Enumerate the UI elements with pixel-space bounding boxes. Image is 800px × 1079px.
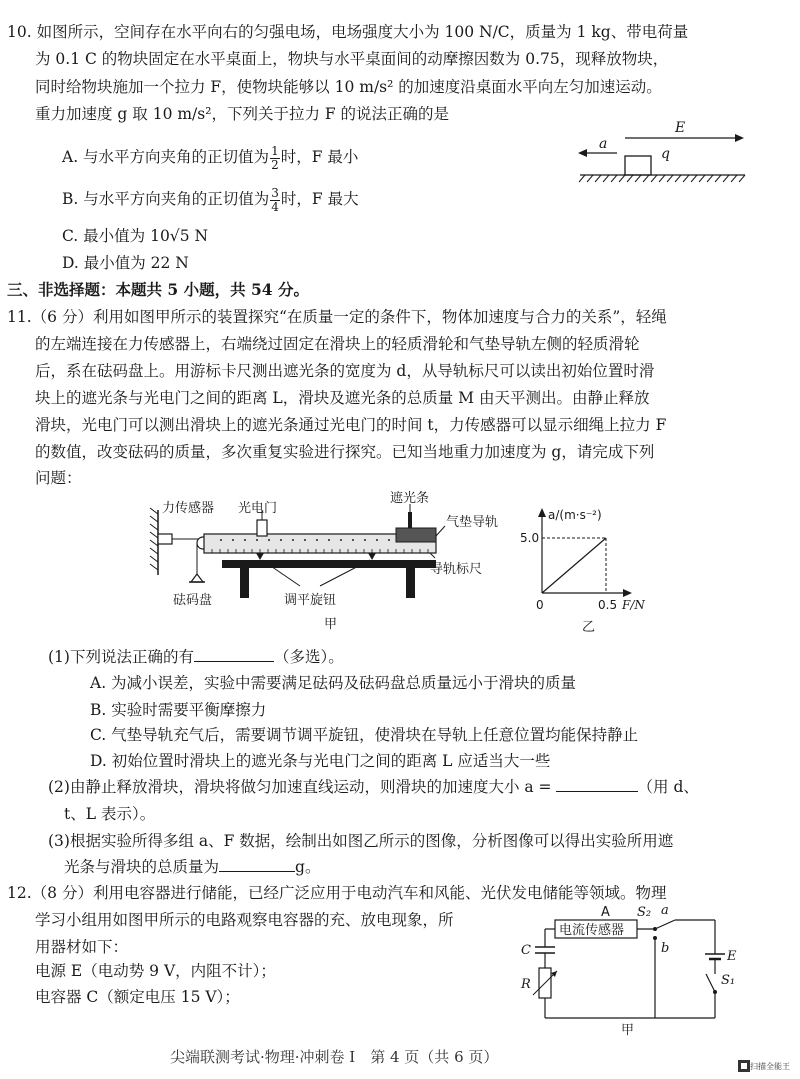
capacitor-label-c: C [521, 943, 531, 958]
resistor-label-r: R [521, 977, 531, 992]
wall-hatching [150, 508, 158, 570]
q10-option-b-suffix: 时，F 最大 [280, 190, 359, 208]
graph-y-arrow [538, 508, 546, 517]
q11-stem-2: 的左端连接在力传感器上，右端绕过固定在滑块上的轻质滑轮和气垫导轨左侧的轻质滑轮 [35, 335, 640, 353]
right-leveling-knob [368, 553, 376, 560]
q10-stem-4: 重力加速度 g 取 10 m/s²，下列关于拉力 F 的说法正确的是 [35, 105, 450, 123]
q10-option-b-prefix: B. 与水平方向夹角的正切值为 [62, 190, 270, 208]
caption-yi: 乙 [582, 620, 596, 635]
track-leader [436, 526, 445, 536]
q10-option-a [62, 140, 358, 174]
charge-label-q: q [661, 146, 670, 162]
q11-stem-5: 滑块，光电门可以测出滑块上的遮光条通过光电门的时间 t，力传感器可以显示细绳上拉力 F [35, 416, 667, 434]
q12-stem-4: 电源 E（电动势 9 V，内阻不计）； [35, 962, 276, 980]
q10-option-d: D. 最小值为 22 N [62, 254, 189, 272]
ground-hatching [579, 175, 745, 182]
q11-stem-7: 问题： [35, 469, 82, 487]
graph-x-label: F/N [622, 598, 645, 612]
graph-x-tick-05: 0.5 [598, 598, 618, 612]
q11-stem-4: 块上的遮光条与光电门之间的距离 L，滑块及遮光条的总质量 M 由天平测出。由静止释放 [35, 389, 650, 407]
q11-stem-1: 11.（6 分）利用如图甲所示的装置探究“在质量一定的条件下，物体加速度与合力的关系”，轻绳 [7, 308, 667, 326]
photogate [257, 520, 267, 536]
label-track-scale: 导轨标尺 [430, 562, 483, 577]
switch-s1-blade [706, 974, 715, 992]
q10-option-a-fraction [270, 145, 280, 172]
q12-stem-5: 电容器 C（额定电压 15 V）； [35, 988, 240, 1006]
current-sensor-label: 电流传感器 [559, 923, 625, 938]
q11-apparatus-figure [140, 490, 500, 635]
q11-part2-text: (2)由静止释放滑块，滑块将做匀加速直线运动，则滑块的加速度大小 a = [48, 778, 552, 796]
q11-part3-line1: (3)根据实验所得多组 a、F 数据，绘制出如图乙所示的图像，分析图像可以得出实验所用遮 [48, 832, 674, 850]
q10-option-a-numerator: 1 [271, 143, 279, 158]
circuit-caption: 甲 [621, 1023, 635, 1037]
q11-part1-answer-blank[interactable] [194, 647, 274, 662]
label-photogate: 光电门 [238, 501, 278, 516]
q10-option-a-prefix: A. 与水平方向夹角的正切值为 [62, 148, 270, 166]
field-arrow-head [735, 134, 744, 142]
q11-part2-line2: t、L 表示）。 [64, 805, 156, 823]
slider-block [396, 528, 436, 542]
section-3-heading: 三、非选择题：本题共 5 小题，共 54 分。 [7, 280, 309, 299]
label-air-track: 气垫导轨 [446, 515, 499, 530]
q10-option-c: C. 最小值为 10√5 N [62, 227, 209, 245]
q10-figure [575, 120, 755, 185]
q10-option-a-suffix: 时，F 最小 [280, 148, 359, 166]
block-box [625, 156, 651, 175]
q12-stem-3: 用器材如下： [35, 938, 129, 956]
contact-b-label: b [661, 941, 670, 956]
q12-circuit-figure [515, 902, 745, 1037]
q11-part1-suffix: （多选）。 [273, 648, 344, 666]
switch-s1-label: S₁ [721, 973, 736, 988]
scanner-brand: 扫描全能王 [750, 1062, 790, 1071]
q11-part2-answer-blank[interactable] [556, 777, 638, 792]
scale-leader [430, 553, 435, 558]
q11-graph-figure [520, 505, 680, 635]
q10-stem-3: 同时给物块施加一个拉力 F，使物块能够以 10 m/s² 的加速度沿桌面水平向左匀加速运动。 [35, 78, 662, 96]
table-right-leg [406, 568, 415, 598]
graph-data-line [542, 538, 606, 593]
force-sensor-box [158, 534, 172, 544]
page-footer: 尖端联测考试·物理·冲刺卷 I 第 4 页（共 6 页） [170, 1048, 499, 1066]
q11-part1-option-c: C. 气垫导轨充气后，需要调节调平旋钮，使滑块在导轨上任意位置均能保持静止 [90, 726, 639, 744]
caption-jia: 甲 [324, 617, 338, 632]
contact-b-dot [653, 936, 657, 940]
left-leveling-knob [256, 553, 264, 560]
q10-option-b-denominator: 4 [271, 199, 279, 214]
q11-part3-line2 [64, 857, 320, 877]
q11-part1-option-a: A. 为减小误差，实验中需要满足砝码及砝码盘总质量远小于滑块的质量 [90, 674, 577, 692]
accel-arrow-head [578, 149, 587, 157]
q10-option-b-numerator: 3 [271, 185, 279, 200]
table-top [222, 560, 436, 568]
q11-part1 [48, 647, 344, 667]
q10-option-a-denominator: 2 [271, 157, 279, 172]
switch-s2-blade [655, 920, 675, 929]
battery-label-e: E [727, 949, 737, 964]
accel-label-a: a [599, 136, 608, 152]
q10-option-b-fraction [270, 187, 280, 214]
label-force-sensor: 力传感器 [162, 501, 215, 516]
q11-part2-line1 [48, 777, 699, 797]
contact-a-label: a [661, 903, 669, 918]
graph-y-tick-5: 5.0 [520, 531, 540, 545]
q11-part1-prefix: (1)下列说法正确的有 [48, 648, 194, 666]
node-label-a-upper: A [601, 905, 610, 920]
graph-origin: 0 [536, 598, 544, 612]
q11-stem-3: 后，系在砝码盘上。用游标卡尺测出遮光条的宽度为 d，从导轨标尺可以读出初始位置时滑 [35, 362, 655, 380]
graph-x-arrow [623, 589, 632, 597]
label-leveling-knob: 调平旋钮 [284, 593, 337, 608]
q12-stem-2: 学习小组用如图甲所示的电路观察电容器的充、放电现象，所 [35, 911, 454, 929]
switch-s2-label: S₂ [637, 905, 652, 920]
q11-part3-answer-blank[interactable] [219, 857, 295, 872]
q11-part3-unit: g。 [295, 858, 321, 876]
label-shade-strip: 遮光条 [390, 491, 430, 506]
q11-part3-text: 光条与滑块的总质量为 [64, 858, 220, 876]
label-weight-pan: 砝码盘 [173, 593, 213, 608]
q12-stem-1: 12.（8 分）利用电容器进行储能，已经广泛应用于电动汽车和风能、光伏发电储能等领域。物理 [7, 884, 667, 902]
q11-stem-6: 的数值，改变砝码的质量，多次重复实验进行探究。已知当地重力加速度为 g，请完成下列 [35, 443, 655, 461]
table-left-leg [240, 568, 249, 598]
q10-stem-1: 10. 如图所示，空间存在水平向右的匀强电场，电场强度大小为 100 N/C，质量为 1 kg、带电荷量 [7, 23, 689, 41]
q11-part1-option-d: D. 初始位置时滑块上的遮光条与光电门之间的距离 L 应适当大一些 [90, 752, 551, 770]
graph-y-label: a/(m·s⁻²) [548, 508, 602, 522]
shade-strip [408, 512, 412, 528]
scanner-qr-icon [738, 1060, 750, 1072]
field-label-e: E [675, 120, 686, 136]
q11-part2-tail: （用 d、 [637, 778, 699, 796]
q10-stem-2: 为 0.1 C 的物块固定在水平桌面上，物块与水平桌面间的动摩擦因数为 0.75，现释放物块， [35, 50, 669, 68]
weight-pan [191, 574, 203, 582]
q11-part1-option-b: B. 实验时需要平衡摩擦力 [90, 701, 267, 719]
q10-option-b [62, 182, 359, 216]
